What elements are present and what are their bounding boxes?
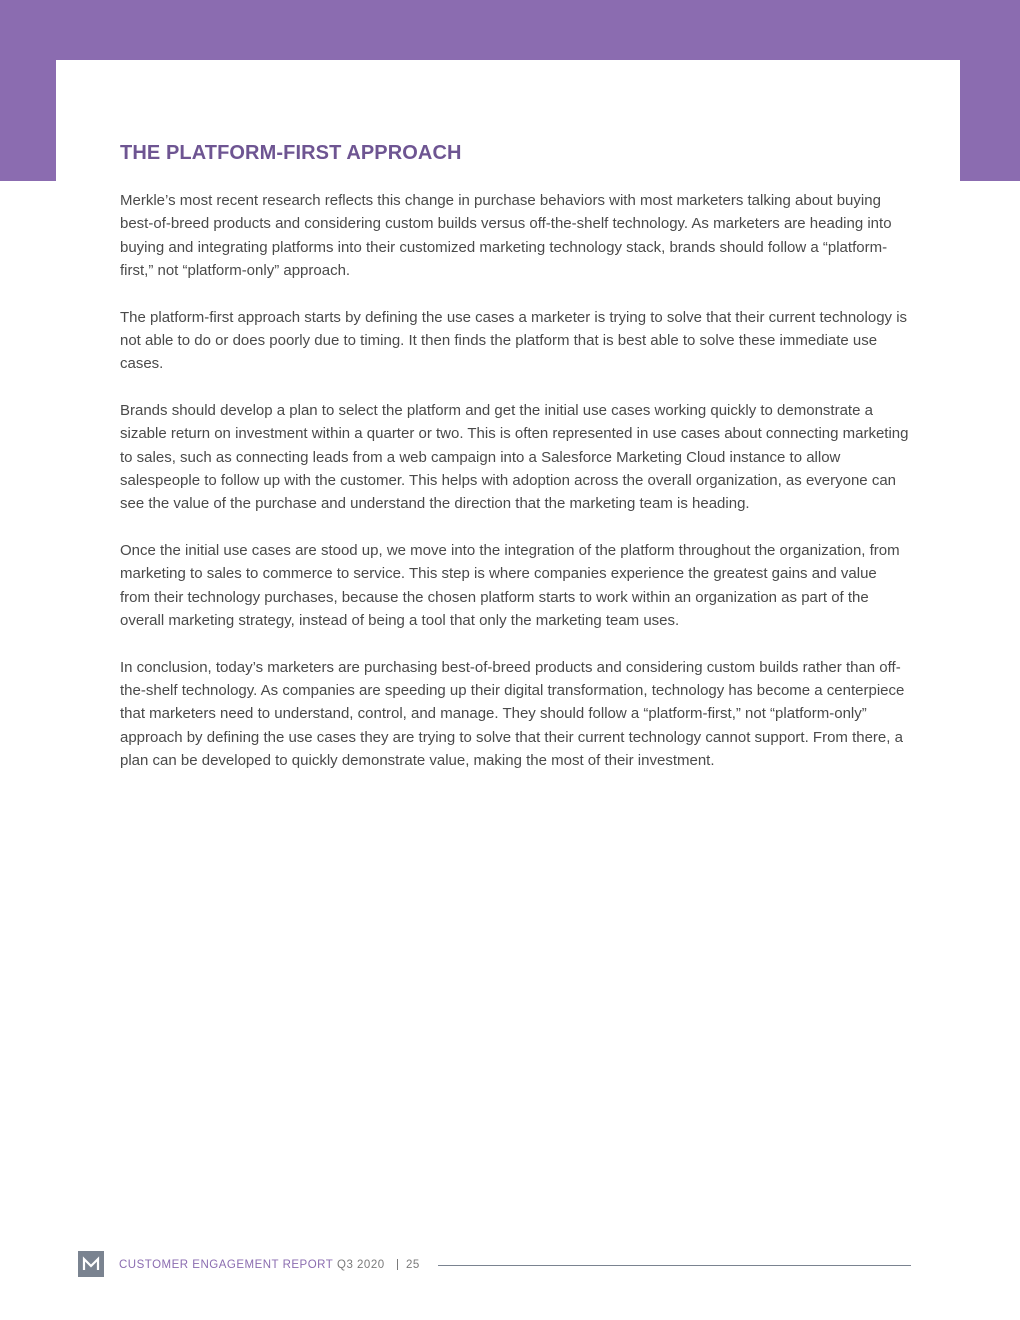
page-number: 25 — [406, 1259, 420, 1271]
paragraph: Merkle’s most recent research reflects this change in purchase behaviors with most marketers talking about buying best-of-breed products and considering custom builds versus off-the-shelf technology. As marketers are heading into buying and integrating platforms into their customized marketing technology stack, brands should follow a “platform-first,” not “platform-only” approach. — [120, 192, 892, 280]
footer-report-name: CUSTOMER ENGAGEMENT REPORT — [119, 1259, 334, 1271]
footer-rule — [438, 1265, 911, 1266]
body-text — [120, 189, 910, 796]
footer-separator — [397, 1259, 398, 1270]
page-footer — [78, 1251, 912, 1277]
paragraph: Brands should develop a plan to select the platform and get the initial use cases working quickly to demonstrate a sizable return on investment within a quarter or two. This is often represented in use cases about connecting marketing to sales, such as connecting leads from a web campaign into a Salesforce Marketing Cloud instance to allow salespeople to follow up with the customer. This helps with adoption across the overall organization, as everyone can see the value of the purchase and understand the direction that the marketing team is heading. — [120, 401, 909, 513]
paragraph: Once the initial use cases are stood up, we move into the integration of the platform throughout the organization, from marketing to sales to commerce to service. This step is where companies experience the greatest gains and value from their technology purchases, because the chosen platform starts to work within an organization as part of the overall marketing strategy, instead of being a tool that only the marketing team uses. — [120, 541, 900, 630]
paragraph: In conclusion, today’s marketers are purchasing best-of-breed products and considering custom builds rather than off-the-shelf technology. As companies are speeding up their digital transformation, technology has become a centerpiece that marketers need to understand, control, and manage. They should follow a “platform-first,” not “platform-only” approach by defining the use cases they are trying to solve that their current technology cannot support. From there, a plan can be developed to quickly demonstrate value, making the most of their investment. — [120, 658, 905, 770]
footer-quarter: Q3 2020 — [337, 1259, 385, 1271]
paragraph: The platform-first approach starts by defining the use cases a marketer is trying to solve that their current technology is not able to do or does poorly due to timing. It then finds the platform that is best able to solve these immediate use cases. — [120, 308, 908, 373]
section-title: THE PLATFORM-FIRST APPROACH — [120, 142, 462, 164]
merkle-m-logo-icon — [78, 1251, 104, 1277]
